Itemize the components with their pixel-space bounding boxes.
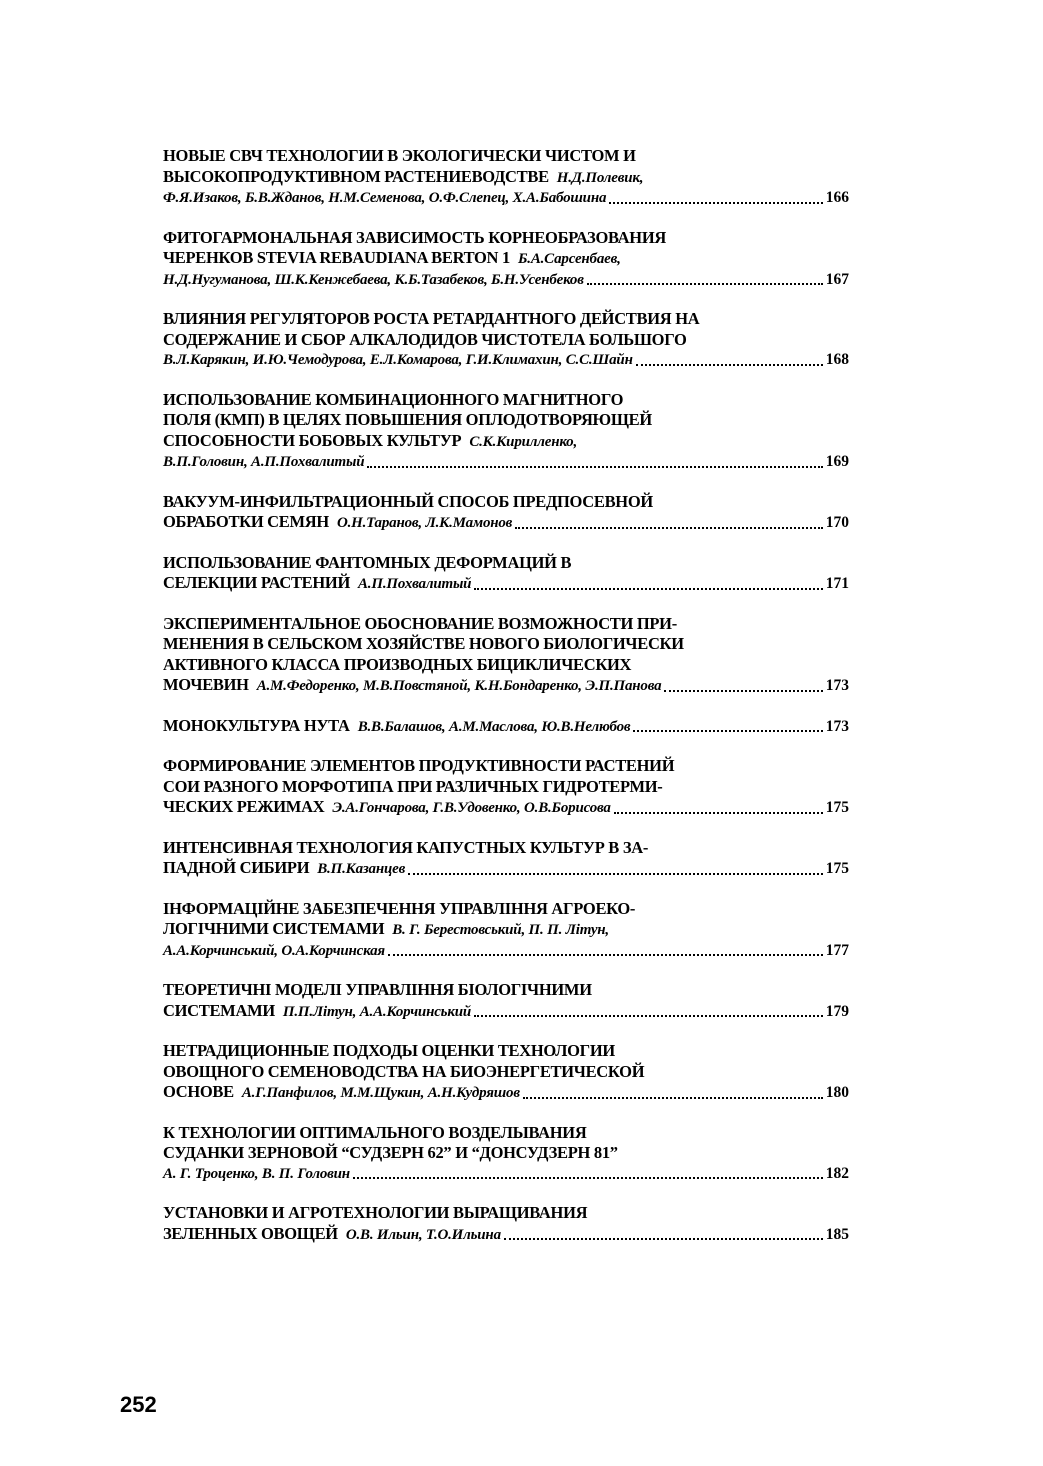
dot-leader bbox=[408, 873, 823, 875]
toc-entry-line bbox=[163, 452, 849, 473]
entry-title: СУДАНКИ ЗЕРНОВОЙ “СУДЗЕРН 62” И “ДОНСУДЗЕРН 81” bbox=[163, 1143, 618, 1162]
dot-leader bbox=[636, 364, 823, 366]
entry-page-number: 173 bbox=[825, 677, 849, 694]
toc-entry-line bbox=[163, 634, 849, 655]
toc-entry-line bbox=[163, 309, 849, 330]
entry-authors: Н.Д.Нугуманова, Ш.К.Кенжебаева, К.Б.Тазабеков, Б.Н.Усенбеков bbox=[163, 271, 584, 288]
dot-leader bbox=[609, 202, 823, 204]
entry-title: ВАКУУМ-ИНФИЛЬТРАЦИОННЫЙ СПОСОБ ПРЕДПОСЕВНОЙ bbox=[163, 491, 653, 511]
entry-page-number: 177 bbox=[825, 941, 849, 959]
toc-entry-line bbox=[163, 838, 849, 859]
toc-entry-line bbox=[163, 573, 849, 595]
entry-title: ІНФОРМАЦІЙНЕ ЗАБЕЗПЕЧЕННЯ УПРАВЛІННЯ АГРОЕКО- bbox=[163, 898, 636, 918]
toc-entry-line bbox=[163, 350, 849, 371]
toc-entry-line bbox=[163, 777, 849, 798]
dot-leader bbox=[367, 466, 822, 468]
entry-authors: В.В.Балашов, А.М.Маслова, Ю.В.Нелюбов bbox=[357, 718, 631, 735]
toc-entry bbox=[163, 838, 849, 880]
entry-title: ФОРМИРОВАНИЕ ЭЛЕМЕНТОВ ПРОДУКТИВНОСТИ РАСТЕНИЙ bbox=[163, 756, 675, 775]
toc-entry-line bbox=[163, 512, 849, 534]
entry-title: МОНОКУЛЬТУРА НУТА bbox=[163, 715, 350, 735]
entry-title: УСТАНОВКИ И АГРОТЕХНОЛОГИИ ВЫРАЩИВАНИЯ bbox=[163, 1203, 588, 1222]
toc-entry bbox=[163, 1203, 849, 1245]
toc-entry-line bbox=[163, 1143, 849, 1164]
dot-leader bbox=[587, 283, 823, 285]
toc-entry-line bbox=[163, 410, 849, 431]
entry-title: ПАДНОЙ СИБИРИ bbox=[163, 858, 310, 877]
entry-authors: В.П.Казанцев bbox=[317, 861, 406, 877]
entry-page-number: 179 bbox=[825, 1002, 849, 1020]
entry-page-number: 173 bbox=[825, 717, 849, 735]
entry-title: СПОСОБНОСТИ БОБОВЫХ КУЛЬТУР bbox=[163, 430, 462, 450]
entry-title: СОДЕРЖАНИЕ И СБОР АЛКАЛОДИДОВ ЧИСТОТЕЛА БОЛЬШОГО bbox=[163, 329, 687, 349]
toc-entry-line bbox=[163, 980, 849, 1001]
entry-page-number: 170 bbox=[825, 514, 849, 531]
entry-authors: А.М.Федоренко, М.В.Повстяной, К.Н.Бондаренко, Э.П.Панова bbox=[256, 678, 662, 694]
entry-authors: А. Г. Троценко, В. П. Головин bbox=[163, 1165, 350, 1182]
entry-title: ОВОЩНОГО СЕМЕНОВОДСТВА НА БИОЭНЕРГЕТИЧЕСКОЙ bbox=[163, 1061, 645, 1081]
entry-title: ВЛИЯНИЯ РЕГУЛЯТОРОВ РОСТА РЕТАРДАНТНОГО ДЕЙСТВИЯ НА bbox=[163, 309, 700, 328]
entry-authors: Ф.Я.Изаков, Б.В.Жданов, Н.М.Семенова, О.Ф.Слепец, Х.А.Бабошина bbox=[163, 190, 607, 206]
entry-authors: С.К.Кирилленко, bbox=[469, 433, 578, 450]
toc-entry-line bbox=[163, 1224, 849, 1246]
toc-entry-line bbox=[163, 188, 849, 209]
entry-title: ОСНОВЕ bbox=[163, 1082, 234, 1101]
entry-authors: В.П.Головин, А.П.Похвалитый bbox=[163, 454, 365, 470]
dot-leader bbox=[474, 588, 822, 590]
entry-title: ЧЕРЕНКОВ STEVIA REBAUDIANA BERTON 1 bbox=[163, 248, 510, 267]
toc-entry-line bbox=[163, 941, 849, 962]
toc-entry bbox=[163, 553, 849, 595]
entry-title: АКТИВНОГО КЛАССА ПРОИЗВОДНЫХ БИЦИКЛИЧЕСКИХ bbox=[163, 654, 632, 674]
dot-leader bbox=[523, 1097, 823, 1099]
entry-title: ЛОГІЧНИМИ СИСТЕМАМИ bbox=[163, 919, 385, 938]
entry-authors: О.Н.Таранов, Л.К.Мамонов bbox=[336, 515, 513, 531]
entry-title: ПОЛЯ (КМП) В ЦЕЛЯХ ПОВЫШЕНИЯ ОПЛОДОТВОРЯЮЩЕЙ bbox=[163, 410, 652, 429]
entry-page-number: 166 bbox=[825, 189, 849, 206]
entry-authors: Н.Д.Полевик, bbox=[556, 169, 644, 186]
dot-leader bbox=[388, 954, 823, 956]
toc-entry-line bbox=[163, 1123, 849, 1144]
entry-title: ТЕОРЕТИЧНІ МОДЕЛІ УПРАВЛІННЯ БІОЛОГІЧНИМИ bbox=[163, 980, 592, 999]
toc-entry-line bbox=[163, 1041, 849, 1062]
toc-entry-line bbox=[163, 330, 849, 351]
entry-title: МОЧЕВИН bbox=[163, 675, 249, 694]
toc-entry bbox=[163, 146, 849, 209]
toc-entry-line bbox=[163, 716, 849, 738]
entry-authors: А.П.Похвалитый bbox=[358, 576, 472, 592]
entry-title: ИНТЕНСИВНАЯ ТЕХНОЛОГИЯ КАПУСТНЫХ КУЛЬТУР В ЗА- bbox=[163, 837, 649, 857]
entry-title: МЕНЕНИЯ В СЕЛЬСКОМ ХОЗЯЙСТВЕ НОВОГО БИОЛОГИЧЕСКИ bbox=[163, 634, 684, 653]
entry-title: ЗЕЛЕННЫХ ОВОЩЕЙ bbox=[163, 1223, 338, 1243]
toc-entry-line bbox=[163, 756, 849, 777]
toc-entry-line bbox=[163, 675, 849, 697]
entry-authors: В. Г. Берестовський, П. П. Літун, bbox=[392, 922, 609, 938]
toc-entry-line bbox=[163, 1001, 849, 1023]
toc-entry-line bbox=[163, 1203, 849, 1224]
toc-entry bbox=[163, 492, 849, 534]
entry-page-number: 175 bbox=[825, 860, 849, 877]
entry-title: НЕТРАДИЦИОННЫЕ ПОДХОДЫ ОЦЕНКИ ТЕХНОЛОГИИ bbox=[163, 1041, 615, 1060]
dot-leader bbox=[633, 730, 822, 732]
toc-entry-line bbox=[163, 270, 849, 291]
entry-page-number: 171 bbox=[825, 575, 849, 592]
dot-leader bbox=[664, 690, 822, 692]
dot-leader bbox=[614, 812, 823, 814]
entry-page-number: 167 bbox=[825, 270, 849, 288]
toc-entry bbox=[163, 1041, 849, 1104]
toc-entry bbox=[163, 980, 849, 1022]
toc-entry bbox=[163, 390, 849, 473]
toc-entry-line bbox=[163, 899, 849, 920]
toc-entry-line bbox=[163, 390, 849, 411]
table-of-contents bbox=[163, 146, 849, 1264]
entry-title: СИСТЕМАМИ bbox=[163, 1000, 275, 1020]
entry-page-number: 169 bbox=[825, 453, 849, 470]
toc-entry-line bbox=[163, 614, 849, 635]
entry-title: ФИТОГАРМОНАЛЬНАЯ ЗАВИСИМОСТЬ КОРНЕОБРАЗОВАНИЯ bbox=[163, 227, 666, 247]
entry-authors: А.А.Корчинський, О.А.Корчинская bbox=[163, 942, 385, 959]
toc-entry-line bbox=[163, 655, 849, 676]
entry-page-number: 168 bbox=[825, 351, 849, 368]
entry-authors: Э.А.Гончарова, Г.В.Удовенко, О.В.Борисова bbox=[332, 800, 611, 816]
dot-leader bbox=[515, 527, 823, 529]
toc-entry-line bbox=[163, 858, 849, 880]
entry-title: ЭКСПЕРИМЕНТАЛЬНОЕ ОБОСНОВАНИЕ ВОЗМОЖНОСТИ ПРИ- bbox=[163, 613, 677, 633]
toc-entry-line bbox=[163, 919, 849, 941]
dot-leader bbox=[353, 1177, 823, 1179]
entry-authors: А.Г.Панфилов, М.М.Щукин, А.Н.Кудряшов bbox=[241, 1085, 520, 1101]
toc-entry bbox=[163, 309, 849, 371]
entry-authors: П.П.Літун, А.А.Корчинський bbox=[282, 1003, 472, 1020]
entry-authors: О.В. Ильин, Т.О.Ильина bbox=[345, 1226, 501, 1243]
toc-entry-line bbox=[163, 553, 849, 574]
toc-entry-line bbox=[163, 492, 849, 513]
toc-entry-line bbox=[163, 167, 849, 189]
toc-entry bbox=[163, 716, 849, 738]
dot-leader bbox=[474, 1015, 823, 1017]
entry-title: ЧЕСКИХ РЕЖИМАХ bbox=[163, 797, 325, 816]
entry-title: НОВЫЕ СВЧ ТЕХНОЛОГИИ В ЭКОЛОГИЧЕСКИ ЧИСТОМ И bbox=[163, 146, 636, 165]
entry-page-number: 185 bbox=[825, 1225, 849, 1243]
toc-entry-line bbox=[163, 1062, 849, 1083]
entry-authors: Б.А.Сарсенбаев, bbox=[517, 251, 621, 267]
toc-entry-line bbox=[163, 797, 849, 819]
entry-page-number: 182 bbox=[825, 1164, 849, 1182]
toc-entry-line bbox=[163, 431, 849, 453]
toc-entry-line bbox=[163, 228, 849, 249]
entry-title: ВЫСОКОПРОДУКТИВНОМ РАСТЕНИЕВОДСТВЕ bbox=[163, 166, 549, 186]
toc-entry-line bbox=[163, 1082, 849, 1104]
toc-entry bbox=[163, 1123, 849, 1185]
toc-entry-line bbox=[163, 146, 849, 167]
toc-entry bbox=[163, 756, 849, 819]
entry-title: К ТЕХНОЛОГИИ ОПТИМАЛЬНОГО ВОЗДЕЛЫВАНИЯ bbox=[163, 1122, 587, 1142]
entry-authors: В.Л.Карякин, И.Ю.Чемодурова, Е.Л.Комарова, Г.И.Климахин, С.С.Шайн bbox=[163, 352, 633, 368]
toc-entry bbox=[163, 228, 849, 291]
entry-title: ОБРАБОТКИ СЕМЯН bbox=[163, 512, 329, 531]
entry-title: СЕЛЕКЦИИ РАСТЕНИЙ bbox=[163, 573, 350, 592]
toc-entry bbox=[163, 614, 849, 697]
entry-page-number: 175 bbox=[825, 799, 849, 816]
page-number: 252 bbox=[120, 1392, 157, 1417]
entry-page-number: 180 bbox=[825, 1084, 849, 1101]
toc-entry-line bbox=[163, 248, 849, 270]
toc-entry-line bbox=[163, 1164, 849, 1185]
entry-title: ИСПОЛЬЗОВАНИЕ ФАНТОМНЫХ ДЕФОРМАЦИЙ В bbox=[163, 552, 572, 572]
entry-title: ИСПОЛЬЗОВАНИЕ КОМБИНАЦИОННОГО МАГНИТНОГО bbox=[163, 389, 624, 409]
dot-leader bbox=[504, 1238, 823, 1240]
entry-title: СОИ РАЗНОГО МОРФОТИПА ПРИ РАЗЛИЧНЫХ ГИДРОТЕРМИ- bbox=[163, 776, 663, 796]
toc-entry bbox=[163, 899, 849, 962]
